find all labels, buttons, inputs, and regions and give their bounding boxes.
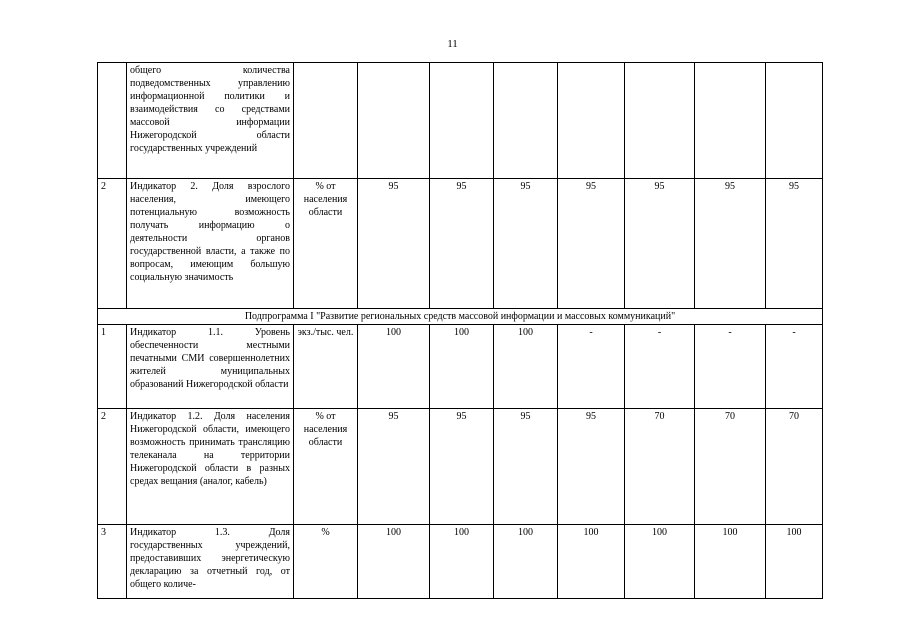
subprogram-title: Подпрограмма I "Развитие региональных средств массовой информации и массовых коммуникаций" <box>98 309 823 325</box>
value-cell: 100 <box>494 325 558 409</box>
value-cell: 100 <box>430 325 494 409</box>
value-cell: 70 <box>766 409 823 525</box>
value-cell: 95 <box>494 409 558 525</box>
value-cell: - <box>695 325 766 409</box>
value-cell: 95 <box>494 179 558 309</box>
value-cell <box>558 63 625 179</box>
value-cell: 95 <box>358 409 430 525</box>
value-cell: 100 <box>766 525 823 599</box>
row-number <box>98 63 127 179</box>
table-row <box>98 179 823 309</box>
value-cell: 95 <box>358 179 430 309</box>
value-cell <box>766 63 823 179</box>
value-cell: 70 <box>625 409 695 525</box>
value-cell: 95 <box>695 179 766 309</box>
unit-cell: % от населения области <box>294 409 358 525</box>
table-row <box>98 525 823 599</box>
unit-cell: экз./тыс. чел. <box>294 325 358 409</box>
value-cell: 100 <box>358 325 430 409</box>
indicator-description: Индикатор 2. Доля взрослого населения, имеющего потенциальную возможность получать информацию о деятельности органов государственной власти, а также по вопросам, имеющим большую социальную значимость <box>127 179 294 309</box>
page-number: 11 <box>447 38 458 50</box>
indicator-description: Индикатор 1.1. Уровень обеспеченности местными печатными СМИ совершеннолетних жителей муниципальных образований Нижегородской области <box>127 325 294 409</box>
value-cell <box>625 63 695 179</box>
table-row <box>98 63 823 179</box>
indicator-description: Индикатор 1.3. Доля государственных учреждений, предоставивших энергетическую декларацию за отчетный год, от общего количе- <box>127 525 294 599</box>
value-cell: 100 <box>695 525 766 599</box>
value-cell: 100 <box>430 525 494 599</box>
value-cell: 100 <box>358 525 430 599</box>
value-cell: 95 <box>430 179 494 309</box>
value-cell: - <box>625 325 695 409</box>
table-row <box>98 409 823 525</box>
indicator-description: Индикатор 1.2. Доля населения Нижегородской области, имеющего возможность принимать трансляцию телеканала на территории Нижегородской области в разных средах вещания (аналог, кабель) <box>127 409 294 525</box>
value-cell <box>430 63 494 179</box>
value-cell: 100 <box>558 525 625 599</box>
value-cell: 100 <box>625 525 695 599</box>
subprogram-header-row <box>98 309 823 325</box>
row-number: 2 <box>98 409 127 525</box>
value-cell <box>494 63 558 179</box>
value-cell: 95 <box>766 179 823 309</box>
row-number: 2 <box>98 179 127 309</box>
value-cell: 70 <box>695 409 766 525</box>
indicators-table <box>97 62 823 599</box>
unit-cell: % от населения области <box>294 179 358 309</box>
unit-cell: % <box>294 525 358 599</box>
row-number: 3 <box>98 525 127 599</box>
value-cell: 95 <box>558 179 625 309</box>
value-cell: 95 <box>430 409 494 525</box>
row-number: 1 <box>98 325 127 409</box>
value-cell <box>358 63 430 179</box>
value-cell: 100 <box>494 525 558 599</box>
value-cell: - <box>558 325 625 409</box>
value-cell: 95 <box>558 409 625 525</box>
indicator-description: общего количества подведомственных управлению информационной политики и взаимодействия со средствами массовой информации Нижегородской области государственных учреждений <box>127 63 294 179</box>
value-cell <box>695 63 766 179</box>
value-cell: - <box>766 325 823 409</box>
table-row <box>98 325 823 409</box>
unit-cell <box>294 63 358 179</box>
value-cell: 95 <box>625 179 695 309</box>
